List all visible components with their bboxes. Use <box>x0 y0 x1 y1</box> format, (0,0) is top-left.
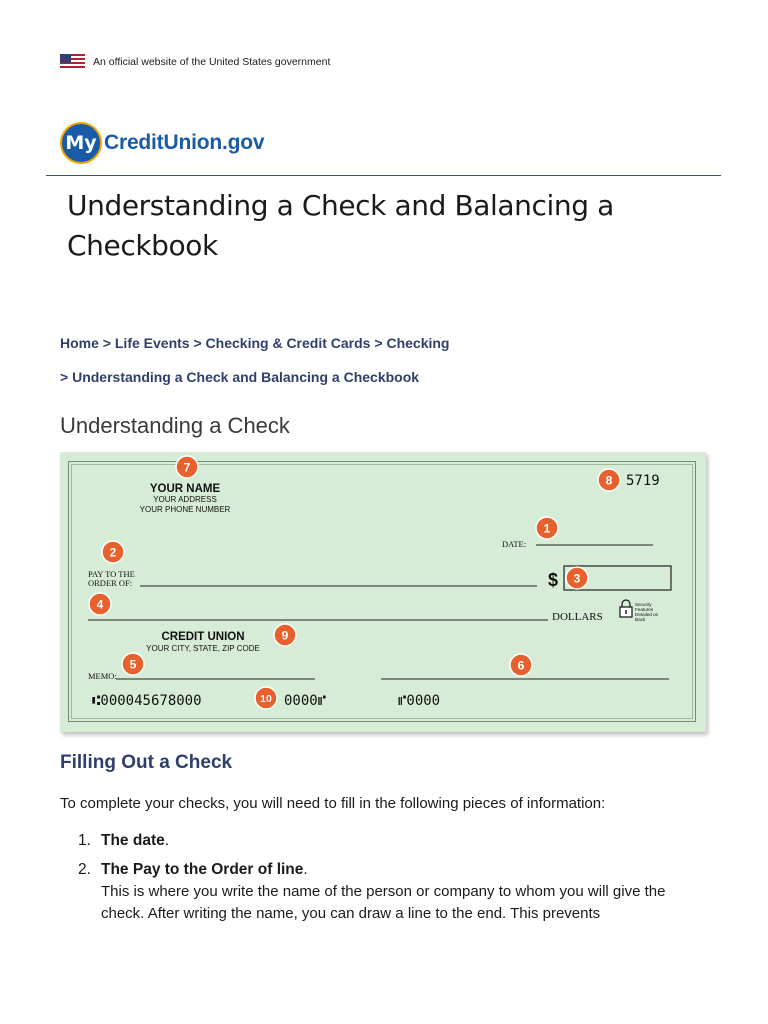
breadcrumb <box>60 326 710 394</box>
check-micr-routing: ⑆000045678000 <box>92 693 202 709</box>
check-dollar-sign: $ <box>548 570 559 590</box>
logo-mark-icon <box>60 122 102 164</box>
check-illustration <box>60 452 706 732</box>
breadcrumb-separator: > <box>374 335 383 351</box>
section-heading: Understanding a Check <box>60 413 290 438</box>
security-note-1: Security <box>635 602 652 607</box>
security-note-2: Features <box>635 607 654 612</box>
marker-10 <box>255 687 277 709</box>
logo-my: My <box>65 132 97 154</box>
breadcrumb-current-page[interactable]: Understanding a Check and Balancing a Checkbook <box>72 369 420 385</box>
marker-5 <box>122 653 144 675</box>
marker-8 <box>598 469 620 491</box>
breadcrumb-checking-credit-cards[interactable]: Checking & Credit Cards <box>205 335 371 351</box>
header-divider <box>46 175 721 176</box>
filling-heading: Filling Out a Check <box>60 752 233 773</box>
check-micr-account: 0000⑈ <box>284 693 327 709</box>
padlock-icon <box>620 600 632 617</box>
marker-9 <box>274 624 296 646</box>
step-description: This is where you write the name of the person or company to whom you will give the check. After writing the name, you can draw a line to the end. This prevents <box>101 883 666 922</box>
marker-4 <box>89 593 111 615</box>
marker-1 <box>536 517 558 539</box>
marker-2 <box>102 541 124 563</box>
marker-3-label: 3 <box>573 571 581 586</box>
check-memo-label: MEMO: <box>88 671 117 681</box>
check-date-label: DATE: <box>502 539 527 549</box>
marker-4-label: 4 <box>96 597 104 612</box>
check-bank-address: YOUR CITY, STATE, ZIP CODE <box>146 644 260 653</box>
check-owner-name: YOUR NAME <box>149 483 221 495</box>
security-note-3: Detailed on <box>635 612 659 617</box>
marker-7-label: 7 <box>183 460 191 475</box>
marker-8-label: 8 <box>605 473 613 488</box>
steps-list <box>60 830 710 932</box>
breadcrumb-checking[interactable]: Checking <box>386 335 450 351</box>
check-owner-phone: YOUR PHONE NUMBER <box>139 505 231 514</box>
check-dollars-label: DOLLARS <box>552 611 603 623</box>
logo-tld: .gov <box>221 131 265 154</box>
step-number: 1. <box>78 832 91 849</box>
check-micr-check-number: ⑈0000 <box>398 693 441 709</box>
gov-banner <box>60 54 330 70</box>
step-suffix: . <box>303 861 308 878</box>
check-bank-name: CREDIT UNION <box>161 631 245 643</box>
marker-6-label: 6 <box>517 658 525 673</box>
list-item <box>60 859 710 925</box>
step-title: The date <box>101 832 165 849</box>
logo-name: CreditUnion <box>104 131 222 154</box>
site-logo[interactable] <box>60 122 264 164</box>
marker-10-label: 10 <box>260 693 272 705</box>
breadcrumb-separator: > <box>102 335 111 351</box>
marker-3 <box>566 567 588 589</box>
step-number: 2. <box>78 861 91 878</box>
breadcrumb-life-events[interactable]: Life Events <box>114 335 190 351</box>
intro-text: To complete your checks, you will need to fill in the following pieces of information: <box>60 795 606 812</box>
marker-5-label: 5 <box>129 657 137 672</box>
check-number: 5719 <box>626 473 660 489</box>
page-title: Understanding a Check and Balancing a Checkbook <box>67 189 614 262</box>
marker-2-label: 2 <box>109 545 117 560</box>
marker-7 <box>176 456 198 478</box>
step-title: The Pay to the Order of line <box>101 861 304 878</box>
marker-6 <box>510 654 532 676</box>
gov-banner-text: An official website of the United States government <box>93 56 331 68</box>
security-note-4: Back <box>635 617 646 622</box>
step-suffix: . <box>164 832 170 849</box>
marker-1-label: 1 <box>543 521 551 536</box>
breadcrumb-home[interactable]: Home <box>60 335 99 351</box>
logo-wordmark <box>104 131 264 155</box>
breadcrumb-separator: > <box>60 369 69 385</box>
marker-9-label: 9 <box>281 628 289 643</box>
breadcrumb-separator: > <box>193 335 202 351</box>
check-pay-to-label-2: ORDER OF: <box>88 578 133 588</box>
us-flag-icon <box>60 54 85 70</box>
check-pay-to-label-1: PAY TO THE <box>88 569 135 579</box>
list-item <box>60 830 710 852</box>
check-drawing <box>60 452 706 732</box>
check-owner-address: YOUR ADDRESS <box>153 495 217 504</box>
